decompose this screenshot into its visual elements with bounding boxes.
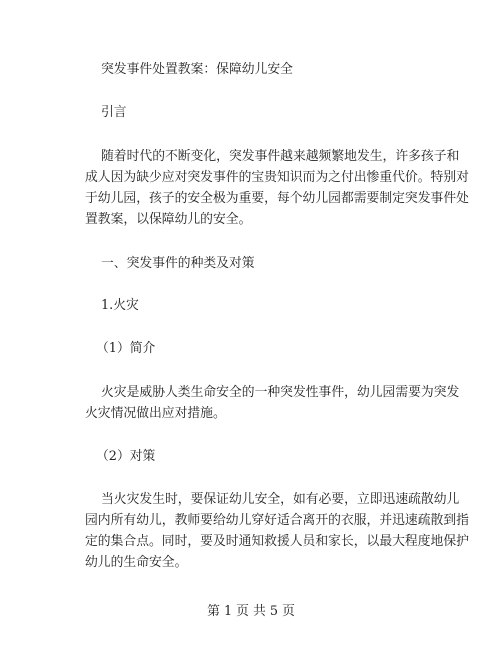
intro-heading: 引言 xyxy=(101,105,127,120)
fire-heading: 1.火灾 xyxy=(101,298,139,313)
fire-measures-line-1: 当火灾发生时，要保证幼儿安全，如有必要，立即迅速疏散幼儿 xyxy=(101,492,460,507)
fire-intro-heading: （1）简介 xyxy=(96,341,156,356)
document-title: 突发事件处置教案：保障幼儿安全 xyxy=(101,62,293,77)
fire-measures-line-3: 定的集合点。同时，要及时通知救援人员和家长，以最大程度地保护 xyxy=(85,534,469,549)
fire-intro-line-1: 火灾是威胁人类生命安全的一种突发性事件，幼儿园需要为突发 xyxy=(101,385,460,400)
fire-intro-line-2: 火灾情况做出应对措施。 xyxy=(85,406,226,421)
intro-line-3: 于幼儿园，孩子的安全极为重要，每个幼儿园都需要制定突发事件处 xyxy=(85,191,469,206)
fire-measures-line-2: 园内所有幼儿，教师要给幼儿穿好适合离开的衣服，并迅速疏散到指 xyxy=(85,513,469,528)
intro-line-2: 成人因为缺少应对突发事件的宝贵知识而为之付出惨重代价。特别对 xyxy=(85,170,469,185)
intro-line-4: 置教案，以保障幼儿的安全。 xyxy=(85,212,252,227)
intro-line-1: 随着时代的不断变化，突发事件越来越频繁地发生，许多孩子和 xyxy=(101,149,460,164)
page-number-footer: 第 1 页 共 5 页 xyxy=(207,604,295,619)
section1-heading: 一、突发事件的种类及对策 xyxy=(101,256,255,271)
fire-measures-line-4: 幼儿的生命安全。 xyxy=(85,555,188,570)
fire-measures-heading: （2）对策 xyxy=(96,449,156,464)
